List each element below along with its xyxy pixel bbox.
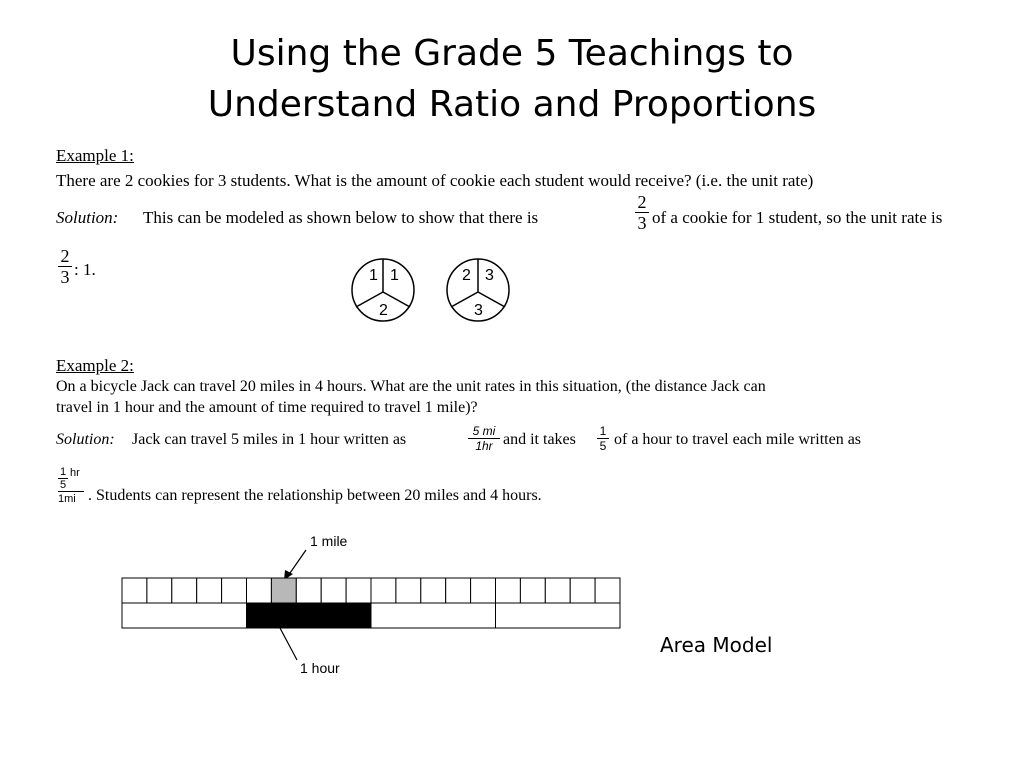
hour-cell [371, 603, 496, 628]
complex-unit-hr: hr [70, 466, 80, 479]
hours-row [122, 603, 620, 628]
example1-fraction [635, 192, 649, 233]
mile-cell [247, 578, 272, 603]
cookie2-bottom-label: 3 [474, 302, 483, 319]
cookie2-right-label: 3 [485, 267, 494, 284]
example2-rate-fraction [468, 424, 500, 453]
example2-time-numerator: 1 [599, 424, 607, 438]
mile-cell [321, 578, 346, 603]
example2-question-line-1: On a bicycle Jack can travel 20 miles in 4 hours. What are the unit rates in this situation, (the distance Jack can [56, 378, 766, 395]
example2-heading: Example 2: [56, 356, 134, 375]
cookie1-right-label: 1 [390, 267, 399, 284]
mile-cell [296, 578, 321, 603]
area-model-diagram [122, 550, 622, 630]
example1-rate-fraction [58, 246, 72, 287]
example1-rate-numerator: 2 [60, 246, 70, 266]
title-line-1: Using the Grade 5 Teachings to [230, 33, 794, 74]
mile-cell [222, 578, 247, 603]
example2-solution-label: Solution: [56, 431, 115, 448]
hour-cell [247, 603, 372, 628]
cookie2-left-label: 2 [462, 267, 471, 284]
example2-question-line-2: travel in 1 hour and the amount of time required to travel 1 mile)? [56, 399, 478, 416]
mile-cell [396, 578, 421, 603]
example1-fraction-numerator: 2 [637, 192, 647, 212]
mile-arrow-line [290, 550, 306, 573]
hour-pointer-line [280, 628, 297, 660]
mile-cell [595, 578, 620, 603]
slide-title [0, 28, 1024, 130]
example1-solution-text: This can be modeled as shown below to show that there is [143, 208, 539, 227]
hour-cell [122, 603, 247, 628]
example2-time-fraction [597, 424, 609, 453]
mile-cell [421, 578, 446, 603]
complex-inner-denominator: 5 [59, 479, 67, 491]
example1-fraction-denominator: 3 [635, 212, 649, 233]
example2-complex-fraction [58, 466, 86, 505]
mile-cell [147, 578, 172, 603]
mile-cell [545, 578, 570, 603]
area-model-label: Area Model [660, 633, 773, 657]
example2-solution-text-4: . Students can represent the relationship between 20 miles and 4 hours. [88, 487, 542, 504]
example1-rate-suffix: : 1. [74, 260, 96, 279]
one-hour-label: 1 hour [300, 660, 340, 676]
mile-cell [172, 578, 197, 603]
mile-cell [471, 578, 496, 603]
mile-cell [446, 578, 471, 603]
mile-cell [520, 578, 545, 603]
example1-solution-label: Solution: [56, 208, 119, 227]
example1-heading: Example 1: [56, 146, 134, 165]
example2-rate-numerator: 5 mi [472, 424, 496, 438]
miles-row [122, 578, 620, 603]
mile-cell [371, 578, 396, 603]
hour-cell [496, 603, 621, 628]
mile-cell [346, 578, 371, 603]
example2-solution-text-2: and it takes [503, 431, 576, 448]
complex-denominator: 1mi [58, 491, 84, 505]
mile-cell [197, 578, 222, 603]
cookie1-left-label: 1 [369, 267, 378, 284]
example2-solution-text-3: of a hour to travel each mile written as [614, 431, 862, 448]
complex-inner-numerator: 1 [59, 466, 67, 478]
cookie1-bottom-label: 2 [379, 302, 388, 319]
title-line-2: Understand Ratio and Proportions [207, 84, 817, 125]
mile-cell [496, 578, 521, 603]
mile-cell [271, 578, 296, 603]
example1-rate-denominator: 3 [58, 266, 72, 287]
mile-cell [122, 578, 147, 603]
example2-time-denominator: 5 [597, 438, 609, 453]
example1-solution-text-2: of a cookie for 1 student, so the unit rate is [652, 208, 943, 227]
example2-solution-text: Jack can travel 5 miles in 1 hour written as [132, 431, 407, 448]
mile-cell [570, 578, 595, 603]
example1-question: There are 2 cookies for 3 students. What is the amount of cookie each student would receive? (i.e. the unit rate) [56, 171, 814, 190]
example2-rate-denominator: 1hr [468, 438, 500, 453]
one-mile-label: 1 mile [310, 533, 348, 549]
